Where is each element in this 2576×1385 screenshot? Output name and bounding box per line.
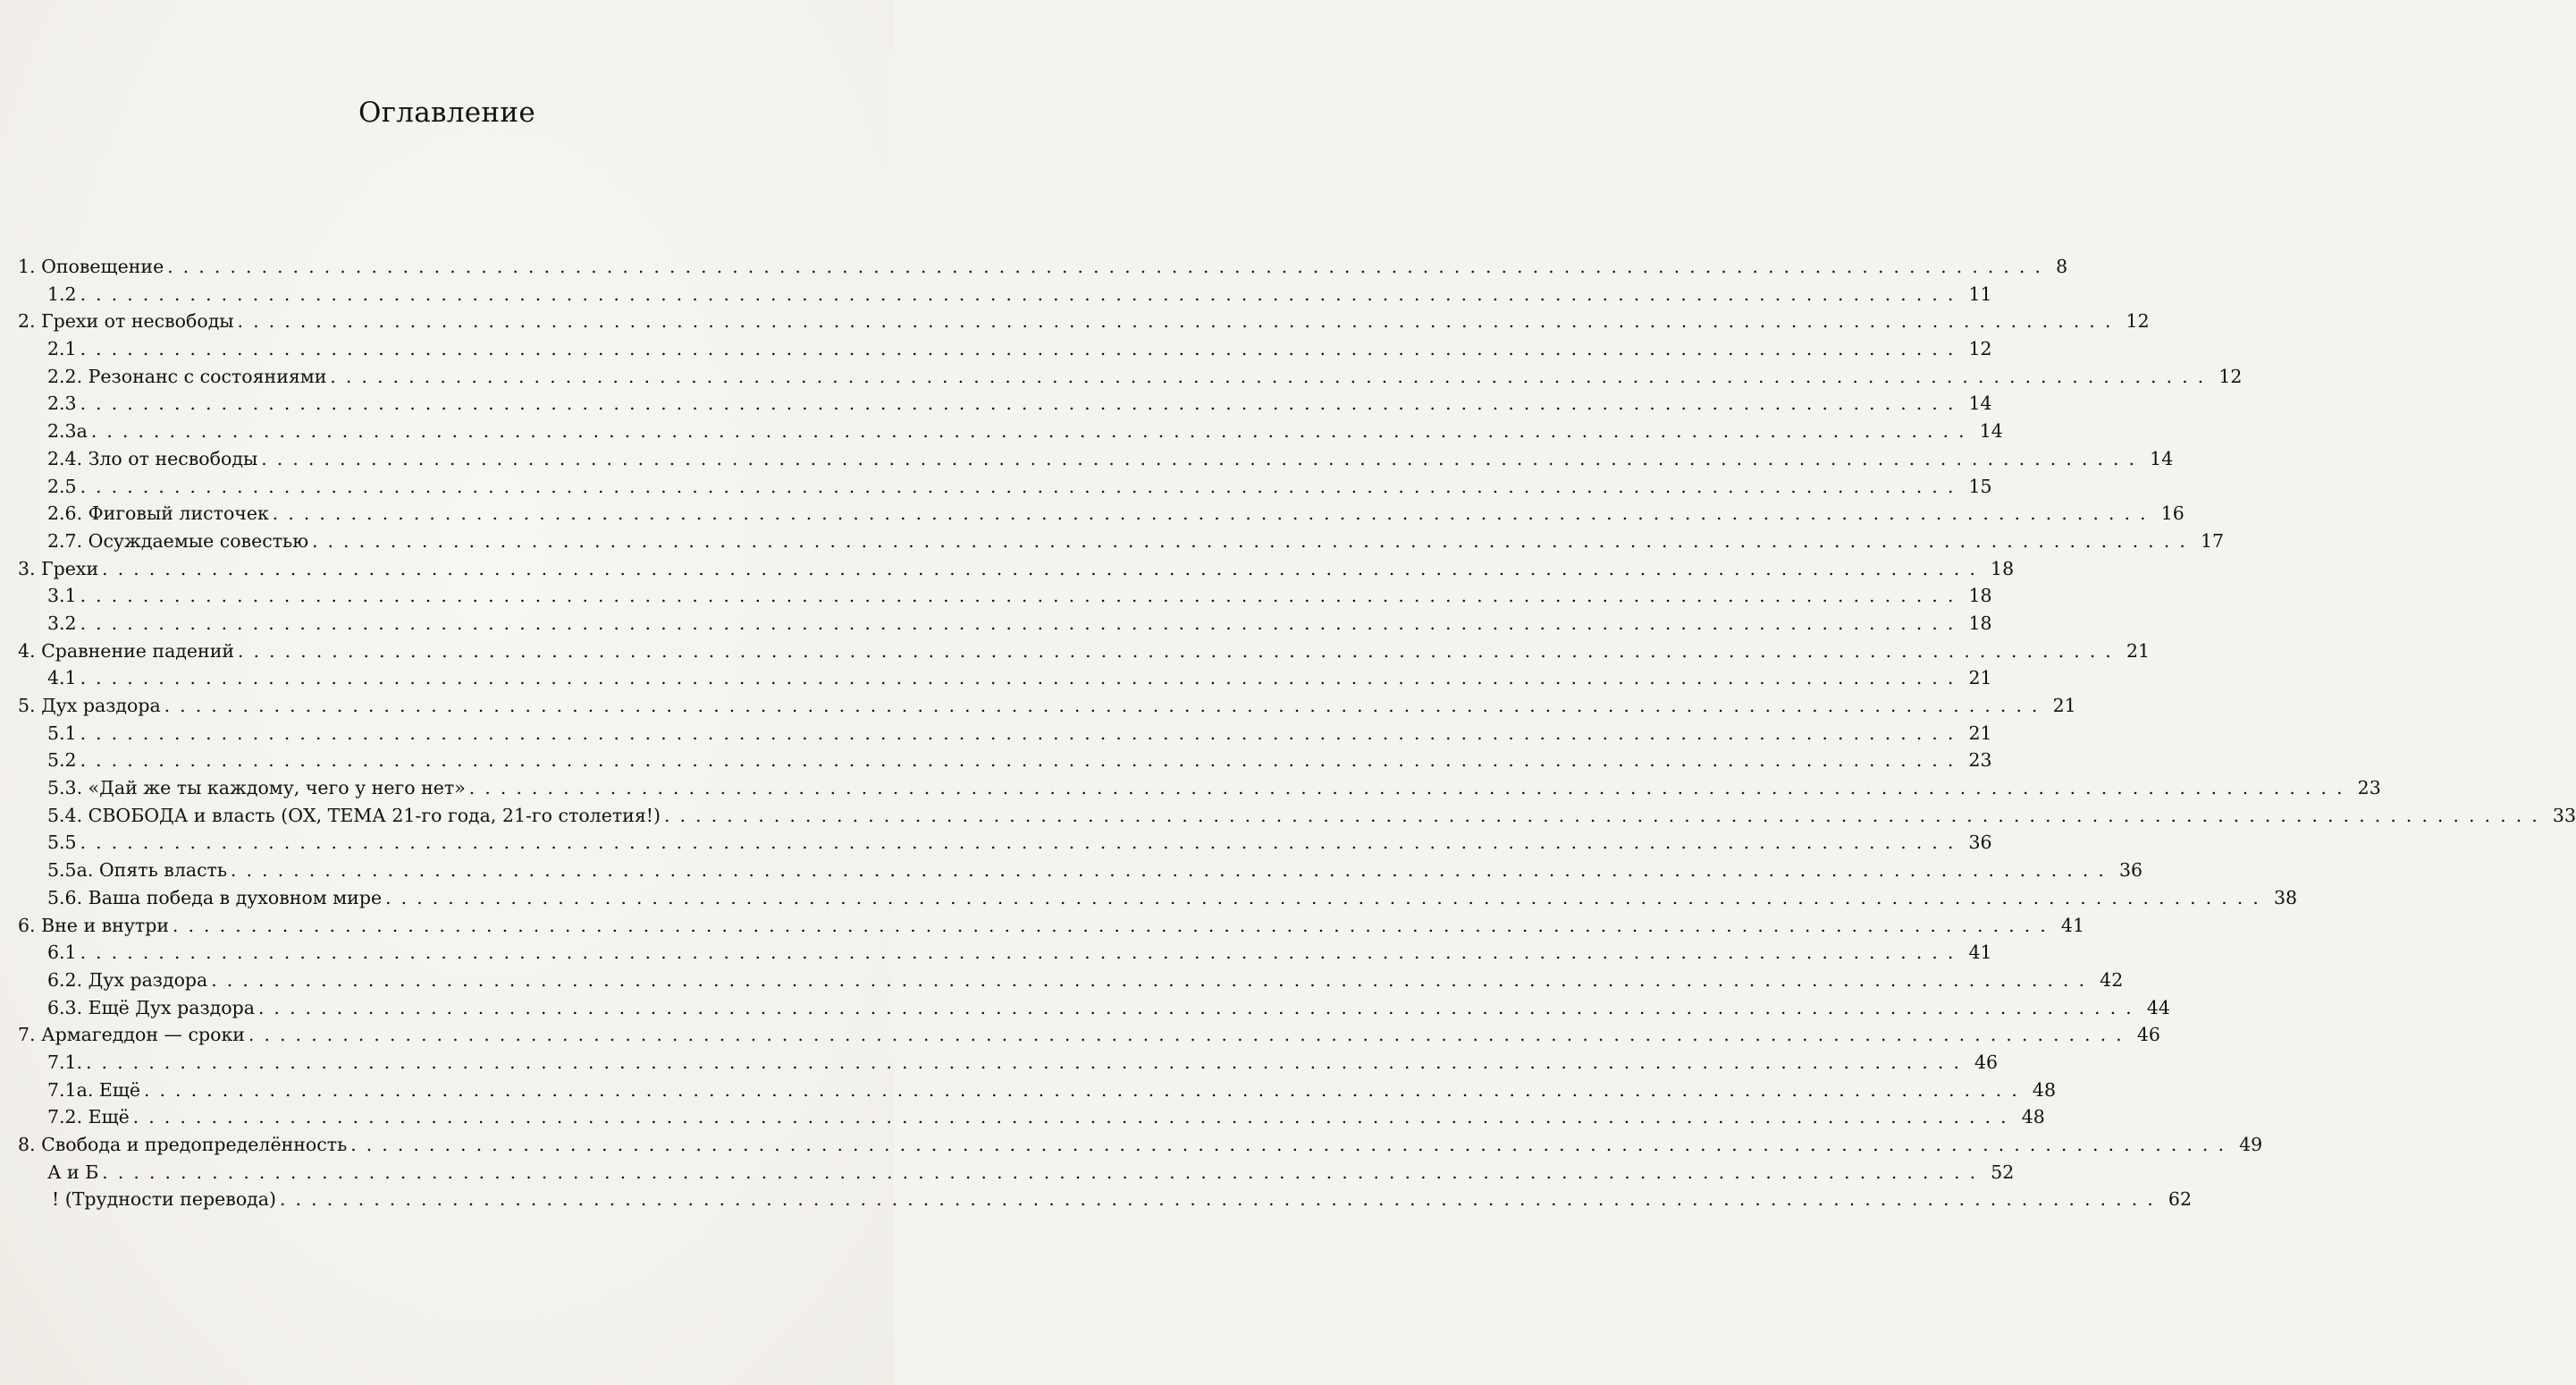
toc-leader-dots: ........................................................................................................................	[80, 393, 1964, 415]
toc-entry-label: 7. Армагеддон — сроки	[18, 1024, 245, 1046]
toc-entry	[18, 335, 1992, 363]
toc-entry-label: 7.2. Ещё	[47, 1106, 130, 1128]
toc-entry	[18, 747, 1992, 774]
toc-entry-label: 4. Сравнение падений	[18, 639, 235, 662]
toc-entry-label: 1.2	[47, 283, 77, 305]
toc-entry	[18, 1021, 2160, 1049]
toc-entry-page: 21	[2052, 695, 2076, 716]
toc-entry	[18, 720, 1992, 747]
toc-entry	[18, 363, 2243, 391]
toc-entry	[18, 939, 1992, 967]
toc-entry-page: 21	[2126, 639, 2151, 662]
toc-entry	[18, 555, 2015, 583]
toc-entry-page: 33	[2552, 804, 2576, 826]
toc-entry-label: ! (Трудности перевода)	[52, 1188, 277, 1211]
toc-entry	[18, 281, 1992, 308]
toc-entry	[18, 884, 2298, 912]
toc-entry-label: 6.2. Дух раздора	[47, 968, 208, 991]
toc-entry-page: 46	[1974, 1051, 1999, 1073]
toc-entry	[18, 1186, 2192, 1213]
toc-entry-page: 14	[1979, 420, 2003, 443]
page-title: Оглавление	[358, 97, 535, 129]
toc-entry	[18, 994, 2170, 1022]
toc-entry-label: 1. Оповещение	[18, 256, 164, 277]
toc-entry-label: 2.4. Зло от несвободы	[47, 447, 258, 469]
toc-leader-dots: ........................................................................................................................	[102, 1161, 1986, 1183]
toc-leader-dots: ........................................................................................................................	[664, 804, 2547, 826]
toc-entry-page: 46	[2136, 1024, 2160, 1046]
toc-entry-label: 5.3. «Дай же ты каждому, чего у него нет»	[47, 777, 466, 799]
toc-entry	[18, 253, 2068, 281]
toc-entry-page: 48	[2032, 1078, 2056, 1101]
toc-entry-label: 2.2. Резонанс с состояниями	[47, 365, 327, 387]
toc-leader-dots: ........................................................................................................................	[164, 695, 2048, 716]
toc-entry-page: 23	[1968, 749, 1992, 772]
toc-entry-label: 2.3	[47, 393, 77, 415]
toc-leader-dots: ........................................................................................................................	[312, 529, 2195, 552]
toc-entry	[18, 912, 2085, 940]
toc-leader-dots: ........................................................................................................................	[257, 996, 2142, 1018]
toc-entry	[18, 774, 2381, 802]
toc-entry-label: 3.1	[47, 585, 77, 607]
toc-leader-dots: ........................................................................................................................	[102, 557, 1986, 579]
toc-entry-label: 7.1а. Ещё	[47, 1078, 141, 1101]
toc-entry	[18, 692, 2076, 720]
toc-entry-label: 2.3а	[47, 420, 88, 443]
toc-entry-page: 52	[1991, 1161, 2015, 1183]
toc-entry-label: 5.2	[47, 749, 77, 772]
toc-entry-page: 18	[1968, 585, 1992, 607]
toc-leader-dots: ........................................................................................................................	[261, 447, 2145, 469]
toc-leader-dots: ........................................................................................................................	[238, 639, 2121, 662]
toc-leader-dots: ........................................................................................................................	[173, 914, 2056, 936]
toc-entry-page: 17	[2200, 529, 2225, 552]
toc-entry-page: 41	[1968, 942, 1992, 964]
toc-entry-label: 2.6. Фиговый листочек	[47, 502, 269, 525]
toc-leader-dots: ........................................................................................................................	[80, 942, 1964, 964]
toc-entry-label: 4.1	[47, 667, 77, 689]
toc-entry-page: 41	[2060, 914, 2085, 936]
toc-leader-dots: ........................................................................................................................	[80, 722, 1964, 744]
toc-entry-page: 36	[1968, 832, 1992, 854]
toc-leader-dots: ........................................................................................................................	[167, 256, 2051, 277]
toc-entry	[18, 829, 1992, 857]
toc-leader-dots: ........................................................................................................................	[231, 859, 2114, 882]
toc-entry-page: 23	[2357, 777, 2381, 799]
toc-entry-label: 5.4. СВОБОДА и власть (ОХ, ТЕМА 21-го года, 21-го столетия!)	[47, 804, 661, 826]
toc-leader-dots: ........................................................................................................................	[330, 365, 2214, 387]
toc-entry-page: 12	[2218, 365, 2243, 387]
toc-entry-label: 6.1	[47, 942, 77, 964]
toc-entry	[18, 582, 1992, 610]
toc-entry-label: 8. Свобода и предопределённость	[18, 1134, 348, 1155]
toc-entry-page: 21	[1968, 667, 1992, 689]
toc-leader-dots: ........................................................................................................................	[80, 585, 1964, 607]
toc-leader-dots: ........................................................................................................................	[248, 1024, 2132, 1046]
toc-entry-label: 5.6. Ваша победа в духовном мире	[47, 886, 383, 908]
toc-entry-page: 49	[2239, 1134, 2263, 1155]
toc-entry-label: 5.5	[47, 832, 77, 854]
toc-entry	[18, 1103, 2045, 1131]
table-of-contents	[18, 253, 2576, 1213]
toc-entry	[18, 500, 2185, 528]
toc-entry-page: 21	[1968, 722, 1992, 744]
toc-entry-label: 6. Вне и внутри	[18, 914, 170, 936]
toc-entry	[18, 308, 2150, 335]
toc-leader-dots: ........................................................................................................................	[80, 283, 1964, 305]
toc-entry-label: 5. Дух раздора	[18, 695, 161, 716]
toc-entry-label: 3. Грехи	[18, 557, 99, 579]
toc-entry-page: 62	[2168, 1188, 2192, 1211]
toc-leader-dots: ........................................................................................................................	[272, 502, 2156, 525]
toc-entry-page: 18	[1991, 557, 2015, 579]
toc-entry-label: 6.3. Ещё Дух раздора	[47, 996, 255, 1018]
toc-entry-label: 2.5	[47, 475, 77, 497]
toc-entry-label: 2.1	[47, 338, 77, 360]
toc-leader-dots: ........................................................................................................................	[80, 667, 1964, 689]
toc-leader-dots: ........................................................................................................................	[80, 612, 1964, 634]
toc-leader-dots: ........................................................................................................................	[280, 1188, 2163, 1211]
toc-leader-dots: ........................................................................................................................	[211, 968, 2095, 991]
toc-entry	[18, 1159, 2015, 1187]
toc-entry	[18, 857, 2143, 884]
toc-entry-page: 12	[2126, 310, 2150, 333]
toc-entry-page: 14	[1968, 393, 1992, 415]
toc-leader-dots: ........................................................................................................................	[80, 475, 1964, 497]
toc-entry	[18, 445, 2174, 473]
toc-leader-dots: ........................................................................................................................	[350, 1134, 2235, 1155]
toc-entry-label: 5.5а. Опять власть	[47, 859, 228, 882]
toc-entry-label: 5.1	[47, 722, 77, 744]
toc-entry-label: 3.2	[47, 612, 77, 634]
toc-entry-page: 8	[2056, 256, 2068, 277]
toc-entry	[18, 664, 1992, 692]
toc-entry	[18, 473, 1992, 501]
toc-entry-page: 16	[2160, 502, 2185, 525]
toc-leader-dots: ........................................................................................................................	[385, 886, 2269, 908]
toc-entry-page: 11	[1968, 283, 1992, 305]
toc-leader-dots: ........................................................................................................................	[80, 832, 1964, 854]
toc-leader-dots: ........................................................................................................................	[237, 310, 2121, 333]
toc-entry	[18, 390, 1992, 418]
toc-entry-page: 44	[2146, 996, 2170, 1018]
toc-leader-dots: ........................................................................................................................	[86, 1051, 1970, 1073]
toc-entry	[18, 528, 2225, 555]
toc-leader-dots: ........................................................................................................................	[468, 777, 2353, 799]
toc-entry	[18, 1077, 2056, 1104]
toc-entry-page: 18	[1968, 612, 1992, 634]
toc-entry	[18, 638, 2151, 665]
toc-entry	[18, 802, 2576, 830]
toc-entry	[18, 1049, 1999, 1077]
toc-entry	[18, 610, 1992, 638]
toc-leader-dots: ........................................................................................................................	[80, 749, 1964, 772]
toc-entry-page: 38	[2273, 886, 2298, 908]
toc-entry-page: 48	[2021, 1106, 2045, 1128]
toc-entry-page: 15	[1968, 475, 1992, 497]
toc-entry-label: 2.7. Осуждаемые совестью	[47, 529, 309, 552]
toc-leader-dots: ........................................................................................................................	[80, 338, 1964, 360]
toc-entry	[18, 967, 2124, 994]
toc-entry-page: 14	[2150, 447, 2174, 469]
toc-entry-page: 36	[2118, 859, 2143, 882]
toc-leader-dots: ........................................................................................................................	[144, 1078, 2027, 1101]
toc-entry-label: 2. Грехи от несвободы	[18, 310, 234, 333]
toc-entry-label: 7.1.	[47, 1051, 83, 1073]
toc-entry-label: А и Б	[47, 1161, 99, 1183]
toc-leader-dots: ........................................................................................................................	[132, 1106, 2016, 1128]
toc-leader-dots: ........................................................................................................................	[90, 420, 1974, 443]
toc-entry-page: 12	[1968, 338, 1992, 360]
toc-entry	[18, 1131, 2263, 1159]
toc-entry	[18, 418, 2003, 445]
toc-entry-page: 42	[2100, 968, 2124, 991]
